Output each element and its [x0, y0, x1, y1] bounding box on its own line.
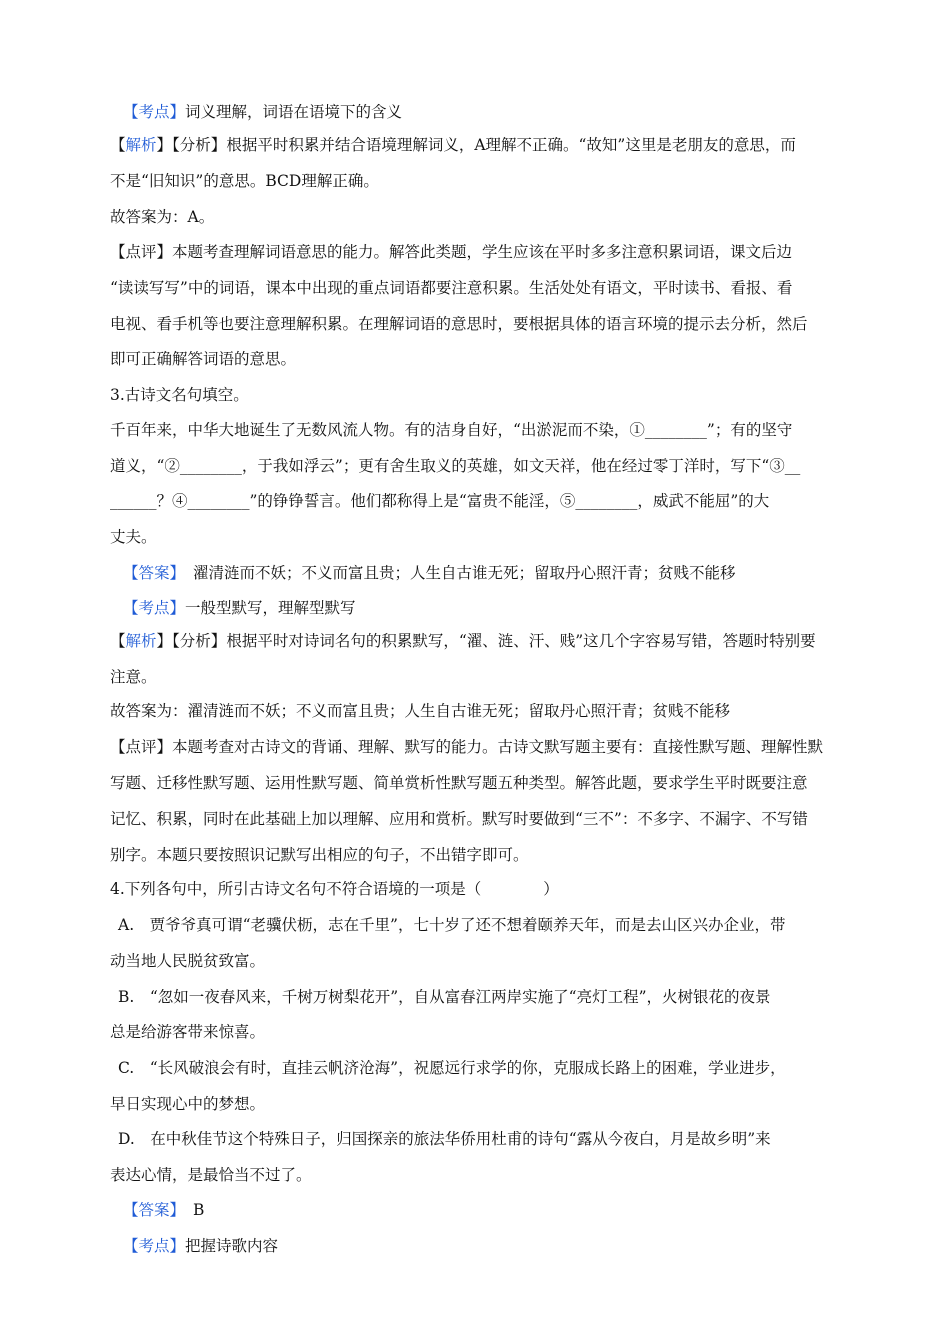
- dianping-tag: 【点评】: [110, 243, 173, 261]
- q3-answer-text: 濯清涟而不妖；不义而富且贵；人生自古谁无死；留取丹心照汗青；贫贱不能移: [193, 564, 736, 582]
- q3-dianping-text-2: 写题、迁移性默写题、运用性默写题、简单赏析性默写题五种类型。解答此题，要求学生平时既要注意: [110, 774, 808, 792]
- dianping-tag: 【点评】: [110, 738, 173, 756]
- q4-option-a-1: A. 贾爷爷真可谓“老骥伏枥，志在千里”，七十岁了还不想着颐养天年，而是去山区兴办企业，带: [118, 916, 786, 934]
- q3-dianping-text-4: 别字。本题只要按照识记默写出相应的句子，不出错字即可。: [110, 846, 529, 864]
- q4-option-b-2: 总是给游客带来惊喜。: [110, 1023, 266, 1041]
- kaodian-tag: 【考点】: [123, 1237, 186, 1255]
- q3-dianping-line-1: [110, 736, 845, 758]
- q4-option-a-2: 动当地人民脱贫致富。: [110, 952, 266, 970]
- q2-kaodian-line: [123, 101, 858, 123]
- q4-kaodian-text: 把握诗歌内容: [185, 1237, 279, 1255]
- q3-title: 3.古诗文名句填空。: [110, 386, 249, 404]
- jiexi-tag: 解析: [125, 632, 157, 650]
- q3-jiexi-line-1: 【解析】【分析】根据平时对诗词名句的积累默写，“濯、涟、汗、贱”这几个字容易写错，答题时特别要: [110, 632, 816, 650]
- q3-kaodian-line: [123, 597, 858, 619]
- q4-kaodian-line: [123, 1235, 858, 1257]
- kaodian-tag: 【考点】: [123, 599, 186, 617]
- q3-body-2: 道义，“②________，于我如浮云”；更有舍生取义的英雄，如文天祥，他在经过零丁洋时，写下“③__: [110, 457, 801, 475]
- q3-kaodian-text: 一般型默写，理解型默写: [185, 599, 356, 617]
- q3-dianping-text-3: 记忆、积累，同时在此基础上加以理解、应用和赏析。默写时要做到“三不”：不多字、不漏字、不写错: [110, 810, 808, 828]
- q2-dianping-text-2: “读读写写”中的词语，课本中出现的重点词语都要注意积累。生活处处有语文，平时读书、看报、看: [110, 279, 793, 297]
- daan-tag: 【答案】: [123, 564, 186, 582]
- kaodian-tag: 【考点】: [123, 103, 186, 121]
- fenxi-tag: 【分析】: [172, 632, 227, 650]
- q3-jiexi-text-2: 注意。: [110, 668, 157, 686]
- q4-option-c-2: 早日实现心中的梦想。: [110, 1095, 266, 1113]
- q3-body-3: ______？④________”的铮铮誓言。他们都称得上是“富贵不能淫，⑤________，威武不能屈”的大: [110, 492, 770, 510]
- q3-answer-line: [123, 562, 858, 584]
- daan-tag: 【答案】: [123, 1201, 186, 1219]
- q4-answer-line: [123, 1199, 858, 1221]
- q3-body-1: 千百年来，中华大地诞生了无数风流人物。有的洁身自好，“出淤泥而不染，①________”；有的坚守: [110, 421, 793, 439]
- q2-jiexi-line-1: 【解析】【分析】根据平时积累并结合语境理解词义，A理解不正确。“故知”这里是老朋友的意思，而: [110, 136, 796, 154]
- q2-dianping-text-3: 电视、看手机等也要注意理解积累。在理解词语的意思时，要根据具体的语言环境的提示去分析，然后: [110, 315, 808, 333]
- q2-kaodian-text: 词义理解，词语在语境下的含义: [185, 103, 403, 121]
- q4-option-d-1: D. 在中秋佳节这个特殊日子，归国探亲的旅法华侨用杜甫的诗句“露从今夜白，月是故乡明”来: [118, 1130, 771, 1148]
- q2-answer: 故答案为：A。: [110, 208, 215, 226]
- q4-title: 4.下列各句中，所引古诗文名句不符合语境的一项是（ ）: [110, 880, 559, 898]
- q3-jiexi-text-1: 根据平时对诗词名句的积累默写，“濯、涟、汗、贱”这几个字容易写错，答题时特别要: [226, 632, 816, 650]
- q2-dianping-line-1: [110, 241, 845, 263]
- q4-option-b-1: B. “忽如一夜春风来，千树万树梨花开”，自从富春江两岸实施了“亮灯工程”，火树银花的夜景: [118, 988, 771, 1006]
- jiexi-tag: 解析: [125, 136, 157, 154]
- q4-option-d-2: 表达心情，是最恰当不过了。: [110, 1166, 312, 1184]
- q4-option-c-1: C. “长风破浪会有时，直挂云帆济沧海”，祝愿远行求学的你，克服成长路上的困难，学业进步，: [118, 1059, 786, 1077]
- q4-answer-text: B: [193, 1201, 205, 1219]
- q2-jiexi-text-1: 根据平时积累并结合语境理解词义，A理解不正确。“故知”这里是老朋友的意思，而: [226, 136, 796, 154]
- q2-dianping-text-4: 即可正确解答词语的意思。: [110, 350, 297, 368]
- q2-dianping-text-1: 本题考查理解词语意思的能力。解答此类题，学生应该在平时多多注意积累词语，课文后边: [172, 243, 793, 261]
- fenxi-tag: 【分析】: [172, 136, 227, 154]
- q3-body-4: 丈夫。: [110, 528, 157, 546]
- q2-jiexi-text-2: 不是“旧知识”的意思。BCD理解正确。: [110, 172, 379, 190]
- q3-dianping-text-1: 本题考查对古诗文的背诵、理解、默写的能力。古诗文默写题主要有：直接性默写题、理解性默: [172, 738, 824, 756]
- q3-final-answer: 故答案为：濯清涟而不妖；不义而富且贵；人生自古谁无死；留取丹心照汗青；贫贱不能移: [110, 702, 731, 720]
